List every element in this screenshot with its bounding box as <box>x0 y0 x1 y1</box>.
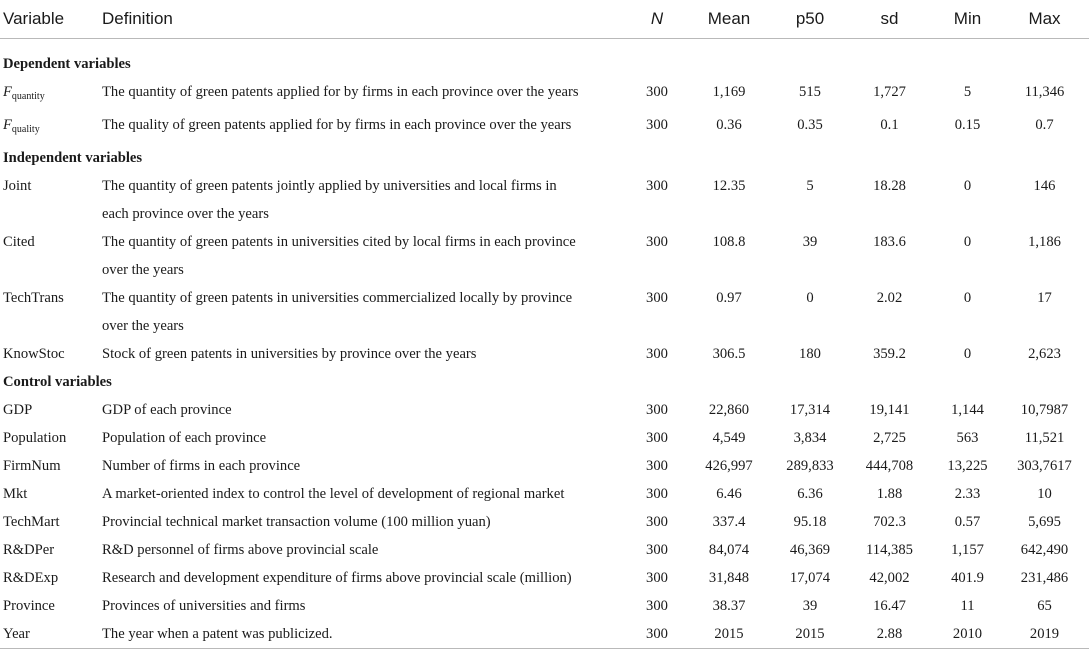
row-variable: KnowStoc <box>3 346 65 362</box>
row-sd: 2.02 <box>876 290 903 306</box>
row-p50: 39 <box>802 598 818 614</box>
row-definition-line-2: each province over the years <box>102 206 269 222</box>
row-sd: 16.47 <box>873 598 906 614</box>
row-mean: 426,997 <box>705 458 753 474</box>
row-n: 300 <box>646 430 668 446</box>
table-row <box>0 592 1089 620</box>
row-definition: GDP of each province <box>102 402 232 418</box>
row-p50: 17,074 <box>789 570 831 586</box>
row-mean: 6.46 <box>716 486 742 502</box>
row-p50: 2015 <box>795 626 825 642</box>
row-definition: Provincial technical market transaction volume (100 million yuan) <box>102 514 491 530</box>
row-definition-line-1: The quantity of green patents in universities cited by local firms in each province <box>102 234 576 250</box>
row-max: 65 <box>1037 598 1052 614</box>
table-row <box>0 111 1089 144</box>
row-p50: 17,314 <box>789 402 831 418</box>
row-mean: 22,860 <box>708 402 750 418</box>
row-definition: Population of each province <box>102 430 267 446</box>
row-mean: 4,549 <box>712 430 746 446</box>
row-max: 146 <box>1033 178 1056 194</box>
row-sd: 2.88 <box>876 626 903 642</box>
header-variable: Variable <box>3 9 65 28</box>
table-row <box>0 284 1089 340</box>
row-definition: R&D personnel of firms above provincial scale <box>102 542 379 558</box>
row-max: 11,521 <box>1024 430 1065 446</box>
section-dependent <box>0 39 1089 79</box>
section-title-dependent: Dependent variables <box>3 56 131 72</box>
table-row <box>0 340 1089 368</box>
row-mean: 108.8 <box>712 234 746 250</box>
row-p50: 95.18 <box>793 514 827 530</box>
row-variable: Year <box>3 626 30 642</box>
row-n: 300 <box>646 570 668 586</box>
row-max: 2,623 <box>1028 346 1061 362</box>
header-max: Max <box>1028 9 1061 28</box>
table-row <box>0 424 1089 452</box>
row-p50: 6.36 <box>797 486 823 502</box>
row-definition: Stock of green patents in universities by province over the years <box>102 346 477 362</box>
row-min: 2.33 <box>954 486 981 502</box>
row-n: 300 <box>646 178 668 194</box>
row-sd: 114,385 <box>866 542 913 558</box>
row-mean: 0.97 <box>716 290 742 306</box>
row-min: 5 <box>963 84 972 100</box>
row-sd: 19,141 <box>869 402 910 418</box>
row-variable <box>0 78 102 111</box>
row-n: 300 <box>646 346 668 362</box>
row-definition <box>102 228 632 284</box>
row-variable: Population <box>3 430 67 446</box>
header-min: Min <box>953 9 982 28</box>
header-p50: p50 <box>795 9 825 28</box>
row-n: 300 <box>646 514 668 530</box>
section-title-independent: Independent variables <box>3 150 143 166</box>
row-definition: The year when a patent was publicized. <box>102 626 333 642</box>
row-definition-line-2: over the years <box>102 262 184 278</box>
row-p50: 180 <box>799 346 821 362</box>
row-min: 0 <box>963 290 972 306</box>
row-variable: Cited <box>3 234 35 250</box>
row-max: 231,486 <box>1020 570 1069 586</box>
row-mean: 1,169 <box>712 84 746 100</box>
row-min: 13,225 <box>947 458 988 474</box>
row-definition-line-2: over the years <box>102 318 184 334</box>
row-definition: A market-oriented index to control the level of development of regional market <box>102 486 565 502</box>
row-max: 17 <box>1037 290 1052 306</box>
table-row <box>0 228 1089 284</box>
header-n: N <box>650 9 664 28</box>
row-max: 642,490 <box>1020 542 1069 558</box>
row-p50: 39 <box>802 234 818 250</box>
section-title-control: Control variables <box>3 374 112 390</box>
header-row <box>0 0 1089 39</box>
row-definition <box>102 172 632 228</box>
header-mean: Mean <box>707 9 751 28</box>
row-sd: 183.6 <box>873 234 906 250</box>
row-min: 0.15 <box>954 117 981 133</box>
row-sd: 444,708 <box>865 458 914 474</box>
row-min: 0 <box>963 178 972 194</box>
row-mean: 306.5 <box>712 346 746 362</box>
row-definition: The quantity of green patents applied for by firms in each province over the years <box>102 84 579 100</box>
table-row <box>0 564 1089 592</box>
table-row <box>0 536 1089 564</box>
row-min: 0 <box>963 234 972 250</box>
row-min: 563 <box>956 430 979 446</box>
row-variable: Joint <box>3 178 32 194</box>
row-p50: 0 <box>806 290 814 306</box>
row-p50: 0.35 <box>797 117 823 133</box>
row-definition: Provinces of universities and firms <box>102 598 306 614</box>
row-sd: 18.28 <box>873 178 906 194</box>
row-mean: 337.4 <box>712 514 746 530</box>
row-n: 300 <box>646 117 668 133</box>
table-row <box>0 480 1089 508</box>
section-control <box>0 368 1089 396</box>
var-sub: quality <box>11 124 40 135</box>
row-max: 2019 <box>1029 626 1060 642</box>
row-sd: 359.2 <box>873 346 906 362</box>
row-n: 300 <box>646 486 668 502</box>
row-definition-line-1: The quantity of green patents jointly applied by universities and local firms in <box>102 178 557 194</box>
row-min: 11 <box>960 598 975 614</box>
table-row <box>0 172 1089 228</box>
row-p50: 3,834 <box>793 430 827 446</box>
row-definition: Research and development expenditure of firms above provincial scale (million) <box>102 570 572 586</box>
row-min: 1,157 <box>951 542 984 558</box>
row-max: 10 <box>1037 486 1052 502</box>
row-variable: Mkt <box>3 486 28 502</box>
row-n: 300 <box>646 542 668 558</box>
header-sd: sd <box>880 9 899 28</box>
row-n: 300 <box>646 598 668 614</box>
row-mean: 84,074 <box>708 542 750 558</box>
var-base: F <box>3 117 12 133</box>
row-mean: 0.36 <box>716 117 742 133</box>
row-sd: 1,727 <box>873 84 906 100</box>
row-n: 300 <box>646 626 668 642</box>
row-definition: The quality of green patents applied for by firms in each province over the years <box>102 117 572 133</box>
row-n: 300 <box>646 290 668 306</box>
row-variable: Province <box>3 598 55 614</box>
row-min: 0 <box>963 346 972 362</box>
table-row <box>0 452 1089 480</box>
row-variable: TechMart <box>3 514 60 530</box>
row-min: 401.9 <box>951 570 984 586</box>
row-sd: 42,002 <box>869 570 910 586</box>
row-n: 300 <box>646 234 668 250</box>
row-definition: Number of firms in each province <box>102 458 301 474</box>
row-max: 0.7 <box>1035 117 1054 133</box>
row-max: 10,7987 <box>1020 402 1069 418</box>
row-p50: 515 <box>799 84 821 100</box>
row-mean: 31,848 <box>708 570 750 586</box>
table-row <box>0 396 1089 424</box>
row-variable: FirmNum <box>3 458 61 474</box>
row-sd: 0.1 <box>880 117 899 133</box>
row-p50: 289,833 <box>786 458 834 474</box>
table-row <box>0 508 1089 536</box>
row-variable: R&DPer <box>3 542 55 558</box>
row-definition <box>102 284 632 340</box>
row-n: 300 <box>646 84 668 100</box>
section-independent <box>0 144 1089 172</box>
var-base: F <box>3 84 12 100</box>
row-sd: 2,725 <box>873 430 906 446</box>
row-n: 300 <box>646 458 668 474</box>
table-bottom-rule <box>0 649 1089 656</box>
table-row <box>0 620 1089 649</box>
row-mean: 2015 <box>714 626 744 642</box>
row-min: 2010 <box>952 626 983 642</box>
row-max: 1,186 <box>1028 234 1061 250</box>
row-max: 11,346 <box>1024 84 1065 100</box>
row-max: 303,7617 <box>1017 458 1072 474</box>
row-variable: R&DExp <box>3 570 59 586</box>
row-max: 5,695 <box>1028 514 1061 530</box>
row-p50: 5 <box>806 178 814 194</box>
row-min: 1,144 <box>951 402 984 418</box>
row-min: 0.57 <box>954 514 981 530</box>
row-variable: TechTrans <box>3 290 64 306</box>
row-mean: 12.35 <box>712 178 746 194</box>
row-sd: 702.3 <box>873 514 906 530</box>
var-sub: quantity <box>11 91 45 102</box>
row-variable <box>0 111 102 144</box>
row-variable: GDP <box>3 402 33 418</box>
row-sd: 1.88 <box>876 486 903 502</box>
header-definition: Definition <box>102 9 173 28</box>
table-row <box>0 78 1089 111</box>
row-n: 300 <box>646 402 668 418</box>
row-definition-line-1: The quantity of green patents in universities commercialized locally by province <box>102 290 573 306</box>
row-mean: 38.37 <box>712 598 746 614</box>
row-p50: 46,369 <box>789 542 831 558</box>
